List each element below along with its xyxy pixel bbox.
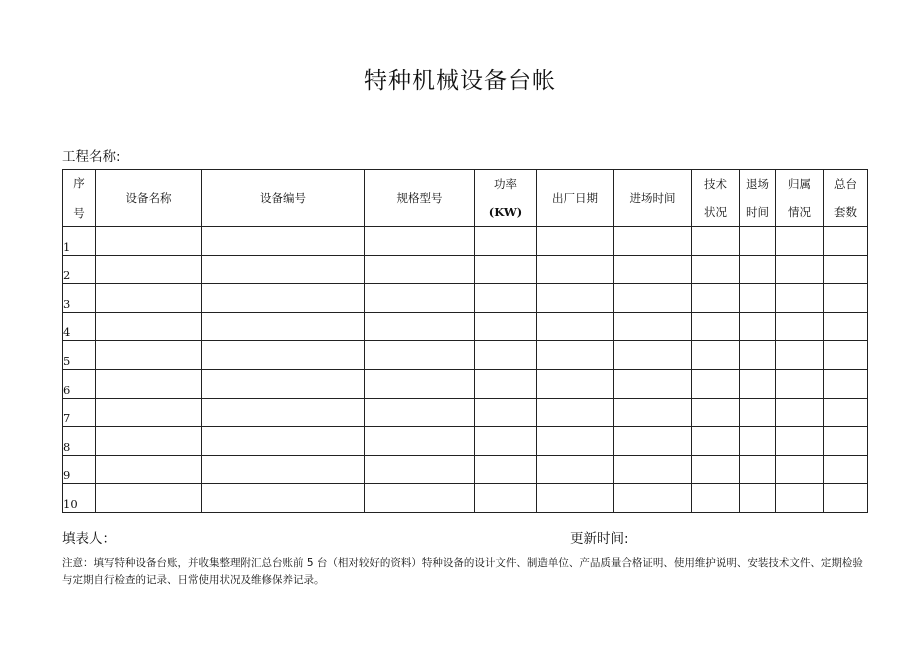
cell-total-sets[interactable]: [824, 312, 868, 341]
row-number: 8: [63, 439, 71, 454]
row-number-cell: [63, 484, 96, 513]
cell-entry-time[interactable]: [614, 284, 692, 313]
table-row: [63, 484, 868, 513]
cell-factory-date[interactable]: [537, 369, 614, 398]
project-name-label: 工程名称:: [62, 149, 121, 165]
cell-tech-status[interactable]: [692, 484, 740, 513]
cell-power[interactable]: [475, 427, 537, 456]
cell-entry-time[interactable]: [614, 341, 692, 370]
cell-tech-status[interactable]: [692, 227, 740, 256]
cell-tech-status[interactable]: [692, 398, 740, 427]
cell-equipment-name[interactable]: [96, 341, 202, 370]
table-row: [63, 312, 868, 341]
cell-exit-time[interactable]: [740, 284, 776, 313]
cell-model[interactable]: [365, 398, 475, 427]
cell-power[interactable]: [475, 284, 537, 313]
cell-tech-status[interactable]: [692, 312, 740, 341]
filler-label: 填表人：: [62, 531, 116, 547]
cell-power[interactable]: [475, 369, 537, 398]
header-exit-bottom: 时间: [746, 205, 769, 219]
update-time-label: 更新时间:: [570, 531, 629, 547]
row-number-cell: [63, 369, 96, 398]
table-row: [63, 427, 868, 456]
cell-total-sets[interactable]: [824, 284, 868, 313]
cell-tech-status[interactable]: [692, 284, 740, 313]
row-number: 5: [63, 353, 71, 368]
cell-entry-time[interactable]: [614, 255, 692, 284]
cell-model[interactable]: [365, 484, 475, 513]
cell-ownership[interactable]: [776, 341, 824, 370]
header-seq-top: 序: [73, 176, 85, 190]
cell-entry-time[interactable]: [614, 312, 692, 341]
cell-equipment-code[interactable]: [202, 398, 365, 427]
header-factory-date: 出厂日期: [537, 170, 614, 227]
table-header-row: [63, 170, 868, 227]
row-number: 3: [63, 296, 71, 311]
cell-ownership[interactable]: [776, 398, 824, 427]
row-number-cell: [63, 312, 96, 341]
header-equipment-name: 设备名称: [96, 170, 202, 227]
cell-model[interactable]: [365, 284, 475, 313]
cell-tech-status[interactable]: [692, 341, 740, 370]
cell-tech-status[interactable]: [692, 369, 740, 398]
cell-equipment-code[interactable]: [202, 427, 365, 456]
cell-entry-time[interactable]: [614, 455, 692, 484]
table-body: [63, 227, 868, 513]
cell-total-sets[interactable]: [824, 255, 868, 284]
cell-exit-time[interactable]: [740, 369, 776, 398]
header-seq: [63, 170, 96, 227]
table-row: [63, 284, 868, 313]
cell-entry-time[interactable]: [614, 427, 692, 456]
cell-model[interactable]: [365, 369, 475, 398]
row-number: 7: [63, 411, 71, 426]
cell-model[interactable]: [365, 255, 475, 284]
row-number-cell: [63, 427, 96, 456]
equipment-ledger-table: [62, 169, 868, 513]
header-ownership: [776, 170, 824, 227]
cell-equipment-code[interactable]: [202, 484, 365, 513]
header-owner-bottom: 情况: [788, 205, 811, 219]
cell-model[interactable]: [365, 455, 475, 484]
header-seq-bottom: 号: [73, 205, 85, 220]
cell-equipment-name[interactable]: [96, 484, 202, 513]
row-number: 9: [63, 468, 71, 483]
cell-power[interactable]: [475, 341, 537, 370]
cell-exit-time[interactable]: [740, 255, 776, 284]
cell-model[interactable]: [365, 427, 475, 456]
cell-factory-date[interactable]: [537, 427, 614, 456]
row-number: 6: [63, 382, 71, 397]
row-number-cell: [63, 341, 96, 370]
cell-tech-status[interactable]: [692, 455, 740, 484]
cell-equipment-code[interactable]: [202, 255, 365, 284]
cell-equipment-code[interactable]: [202, 369, 365, 398]
cell-ownership[interactable]: [776, 455, 824, 484]
table-row: [63, 227, 868, 256]
cell-total-sets[interactable]: [824, 341, 868, 370]
cell-exit-time[interactable]: [740, 227, 776, 256]
cell-equipment-code[interactable]: [202, 227, 365, 256]
cell-entry-time[interactable]: [614, 227, 692, 256]
cell-ownership[interactable]: [776, 227, 824, 256]
header-equipment-code: 设备编号: [202, 170, 365, 227]
header-tech-top: 技术: [704, 176, 727, 191]
cell-factory-date[interactable]: [537, 255, 614, 284]
cell-equipment-name[interactable]: [96, 369, 202, 398]
table-row: [63, 369, 868, 398]
table-row: [63, 398, 868, 427]
header-power-top: 功率: [494, 176, 517, 191]
row-number-cell: [63, 255, 96, 284]
cell-tech-status[interactable]: [692, 255, 740, 284]
cell-model[interactable]: [365, 227, 475, 256]
cell-factory-date[interactable]: [537, 455, 614, 484]
cell-ownership[interactable]: [776, 284, 824, 313]
cell-equipment-name[interactable]: [96, 255, 202, 284]
cell-equipment-name[interactable]: [96, 398, 202, 427]
page-title: 特种机械设备台帐: [364, 68, 556, 94]
cell-factory-date[interactable]: [537, 284, 614, 313]
row-number-cell: [63, 284, 96, 313]
header-exit-time: [740, 170, 776, 227]
header-total-sets: [824, 170, 868, 227]
cell-factory-date[interactable]: [537, 484, 614, 513]
cell-equipment-name[interactable]: [96, 427, 202, 456]
row-number: 1: [63, 239, 71, 254]
row-number-cell: [63, 398, 96, 427]
cell-equipment-code[interactable]: [202, 341, 365, 370]
row-number-cell: [63, 227, 96, 256]
cell-exit-time[interactable]: [740, 398, 776, 427]
cell-model[interactable]: [365, 312, 475, 341]
cell-exit-time[interactable]: [740, 455, 776, 484]
cell-ownership[interactable]: [776, 427, 824, 456]
row-number: 10: [63, 496, 78, 511]
cell-total-sets[interactable]: [824, 227, 868, 256]
cell-total-sets[interactable]: [824, 455, 868, 484]
table-row: [63, 455, 868, 484]
cell-ownership[interactable]: [776, 369, 824, 398]
cell-entry-time[interactable]: [614, 369, 692, 398]
cell-power[interactable]: [475, 312, 537, 341]
row-number-cell: [63, 455, 96, 484]
row-number: 2: [63, 268, 71, 283]
cell-power[interactable]: [475, 398, 537, 427]
cell-power[interactable]: [475, 484, 537, 513]
cell-power[interactable]: [475, 227, 537, 256]
cell-equipment-name[interactable]: [96, 312, 202, 341]
header-exit-top: 退场: [746, 176, 769, 191]
header-power-unit: (KW): [488, 205, 523, 219]
cell-total-sets[interactable]: [824, 484, 868, 513]
header-total-top: 总台: [834, 176, 857, 191]
cell-factory-date[interactable]: [537, 341, 614, 370]
cell-ownership[interactable]: [776, 484, 824, 513]
header-power: [475, 170, 537, 227]
cell-equipment-code[interactable]: [202, 455, 365, 484]
cell-ownership[interactable]: [776, 255, 824, 284]
header-tech-bottom: 状况: [704, 205, 727, 219]
header-tech-status: [692, 170, 740, 227]
table-row: [63, 255, 868, 284]
cell-factory-date[interactable]: [537, 227, 614, 256]
header-total-bottom: 套数: [834, 205, 857, 219]
cell-exit-time[interactable]: [740, 427, 776, 456]
cell-equipment-name[interactable]: [96, 284, 202, 313]
cell-tech-status[interactable]: [692, 427, 740, 456]
header-owner-top: 归属: [788, 176, 811, 191]
cell-equipment-code[interactable]: [202, 312, 365, 341]
cell-model[interactable]: [365, 341, 475, 370]
cell-factory-date[interactable]: [537, 312, 614, 341]
cell-equipment-code[interactable]: [202, 284, 365, 313]
cell-total-sets[interactable]: [824, 398, 868, 427]
note-text: 注意：填写特种设备台账，并收集整理附汇总台账前 5 台（相对较好的资料）特种设备的设计文件、制造单位、产品质量合格证明、使用维护说明、安装技术文件、定期检验与定期自行检查的记录、日常使用状况及维修保养记录。: [62, 557, 863, 586]
cell-equipment-name[interactable]: [96, 455, 202, 484]
row-number: 4: [63, 325, 71, 340]
cell-exit-time[interactable]: [740, 341, 776, 370]
cell-entry-time[interactable]: [614, 398, 692, 427]
cell-entry-time[interactable]: [614, 484, 692, 513]
cell-factory-date[interactable]: [537, 398, 614, 427]
header-model: 规格型号: [365, 170, 475, 227]
cell-total-sets[interactable]: [824, 427, 868, 456]
table-row: [63, 341, 868, 370]
cell-exit-time[interactable]: [740, 312, 776, 341]
cell-exit-time[interactable]: [740, 484, 776, 513]
header-entry-time: 进场时间: [614, 170, 692, 227]
cell-power[interactable]: [475, 455, 537, 484]
cell-power[interactable]: [475, 255, 537, 284]
cell-equipment-name[interactable]: [96, 227, 202, 256]
cell-ownership[interactable]: [776, 312, 824, 341]
cell-total-sets[interactable]: [824, 369, 868, 398]
